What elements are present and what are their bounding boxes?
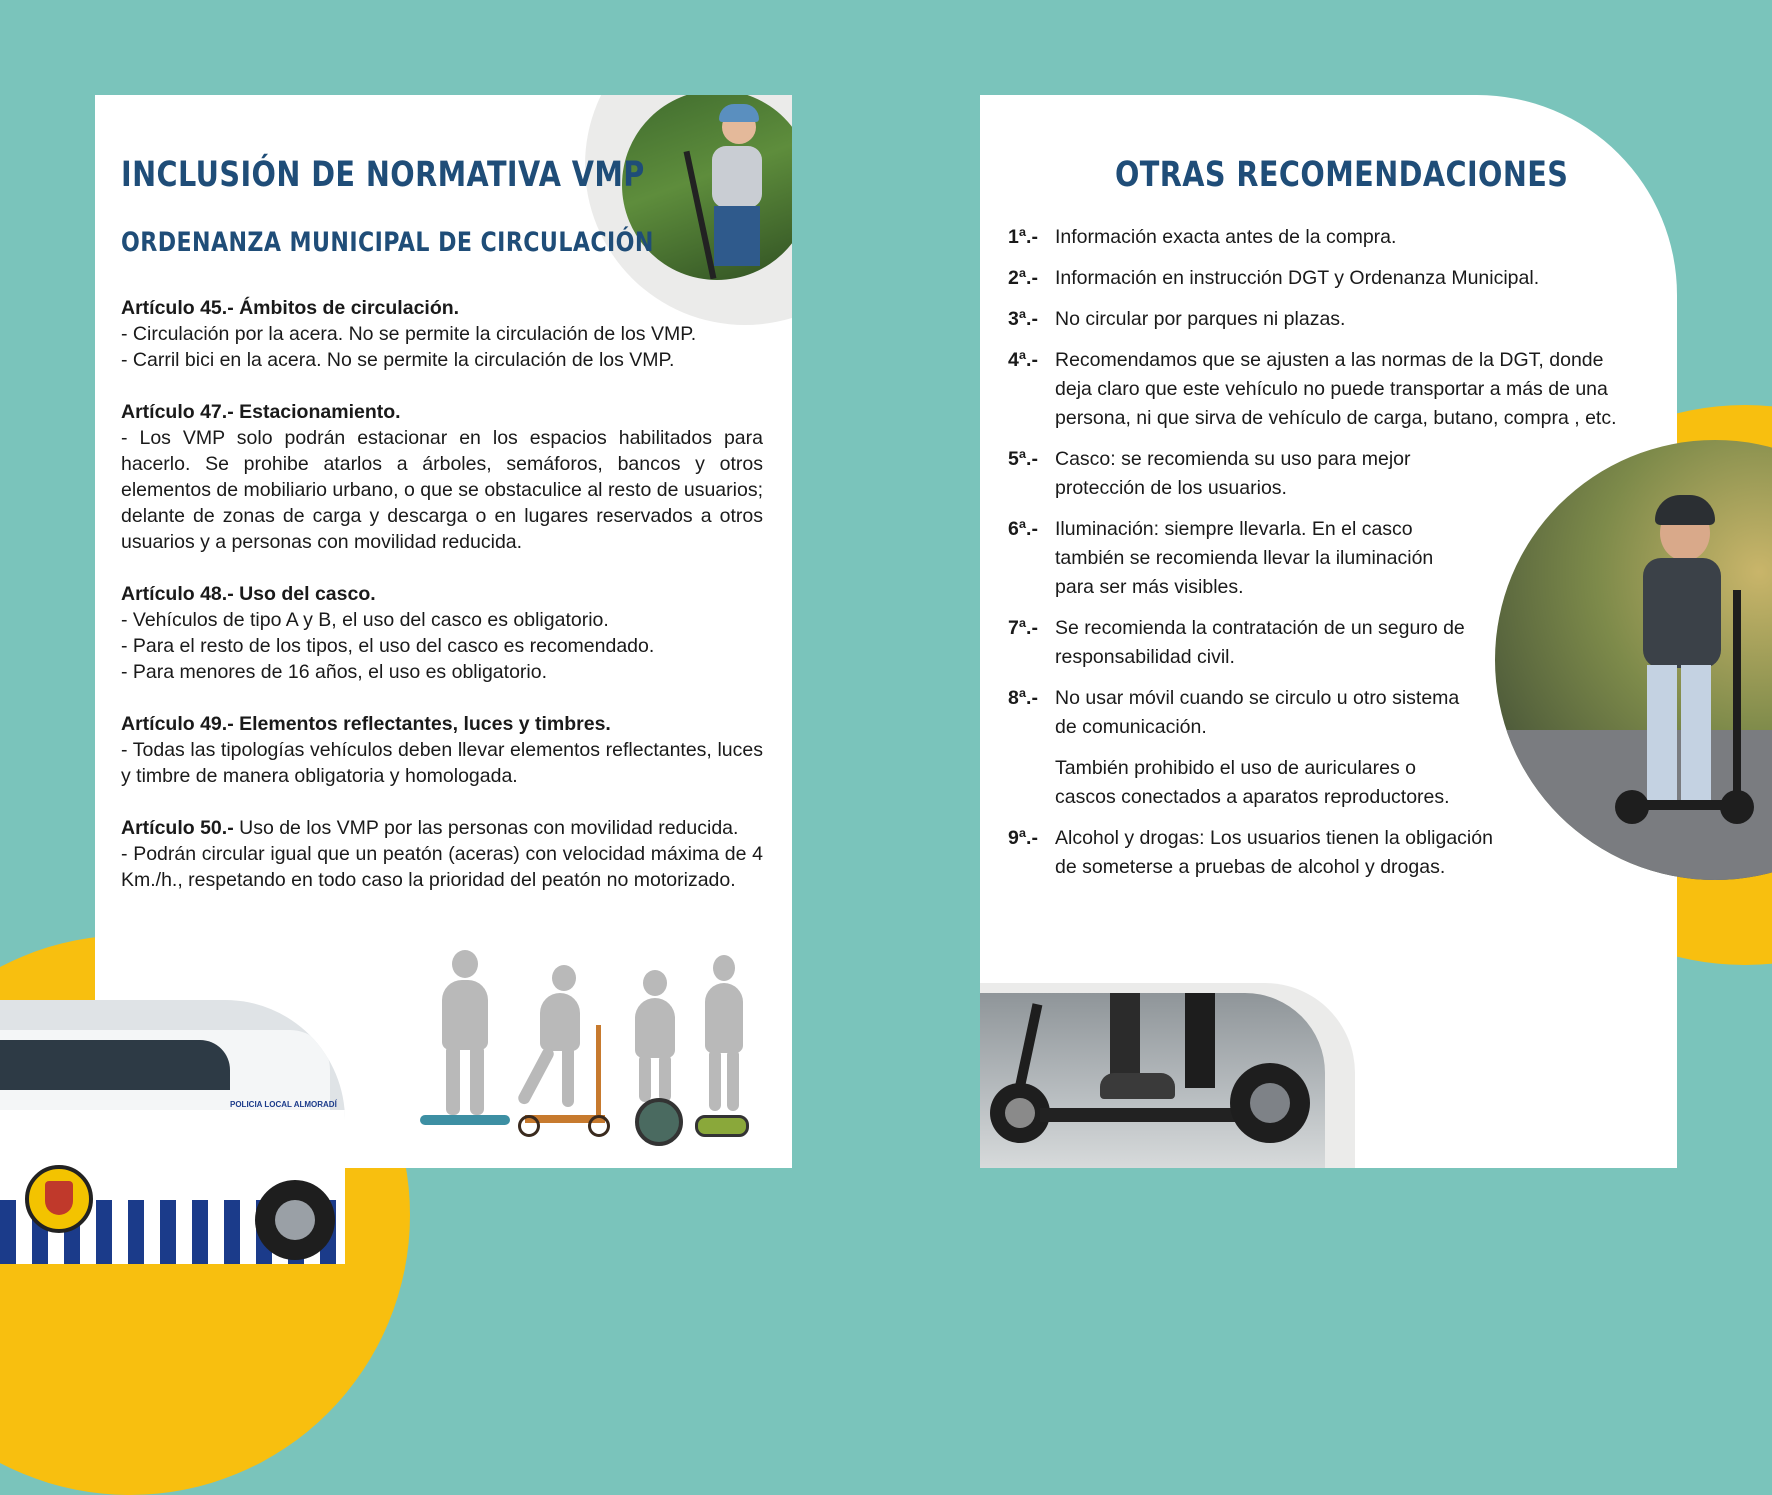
article-heading: Artículo 47.- Estacionamiento. [121,401,401,423]
hoverboard-rider-silhouette [420,950,510,1130]
recommendation-item [1008,264,1648,293]
recommendation-text: Alcohol y drogas: Los usuarios tienen la obligación de someterse a pruebas de alcohol y drogas. [1055,827,1493,878]
article-line: - Circulación por la acera. No se permite la circulación de los VMP. [121,323,697,345]
recommendation-text: Se recomienda la contratación de un seguro de responsabilidad civil. [1055,617,1465,668]
recommendation-number: 6ª.- [1008,518,1038,540]
recommendation-text: Información exacta antes de la compra. [1055,226,1397,248]
article-heading: Artículo 50.- [121,817,234,839]
recommendation-item [1008,614,1475,672]
recommendation-number: 2ª.- [1008,267,1038,289]
recommendation-text: Iluminación: siempre llevarla. En el casco también se recomienda llevar la iluminación para ser más visibles. [1055,518,1434,598]
recommendation-number: 7ª.- [1008,617,1038,639]
recommendation-item [1008,754,1475,812]
page-subtitle: ORDENANZA MUNICIPAL DE CIRCULACIÓN [121,227,654,258]
car-label: POLICIA LOCAL ALMORADÍ [230,1100,337,1109]
page-title: OTRAS RECOMENDACIONES [1115,155,1569,195]
recommendation-number: 3ª.- [1008,308,1038,330]
article-line: - Podrán circular igual que un peatón (aceras) con velocidad máxima de 4 Km./h., respetando en todo caso la prioridad del peatón no motorizado. [121,843,763,891]
recommendation-text: También prohibido el uso de auriculares o cascos conectados a aparatos reproductores. [1055,757,1450,808]
recommendation-item [1008,445,1495,503]
article-45 [121,295,763,373]
recommendation-number: 4ª.- [1008,349,1038,371]
article-heading: Artículo 48.- Uso del casco. [121,583,376,605]
recommendation-text: Información en instrucción DGT y Ordenanza Municipal. [1055,267,1540,289]
recommendation-text: Casco: se recomienda su uso para mejor protección de los usuarios. [1055,448,1411,499]
article-49 [121,711,763,789]
article-heading-rest: Uso de los VMP por las personas con movilidad reducida. [233,817,739,839]
police-car-photo [0,1000,345,1264]
recommendation-item [1008,223,1648,252]
article-line: - Todas las tipologías vehículos deben llevar elementos reflectantes, luces y timbre de manera obligatoria y homologada. [121,739,763,787]
kick-scooter-rider-silhouette [510,965,610,1140]
segway-rider-silhouette [695,955,755,1140]
recommendation-item [1008,824,1515,882]
recommendation-text: Recomendamos que se ajusten a las normas de la DGT, donde deja claro que este vehículo no puede transportar a más de una persona, ni que sirva de vehículo de carga, butano, compra , etc. [1055,349,1617,429]
recommendation-number: 9ª.- [1008,827,1038,849]
police-crest-icon [25,1165,93,1233]
article-47 [121,399,763,555]
scooter-closeup-photo [980,983,1355,1168]
articles-list [121,295,763,919]
recommendation-number: 1ª.- [1008,226,1038,248]
recommendation-item [1008,515,1465,602]
recommendation-text: No usar móvil cuando se circulo u otro sistema de comunicación. [1055,687,1460,738]
recommendation-text: No circular por parques ni plazas. [1055,308,1346,330]
article-line: - Vehículos de tipo A y B, el uso del casco es obligatorio. [121,609,609,631]
recommendation-number: 8ª.- [1008,687,1038,709]
article-48 [121,581,763,685]
article-50 [121,815,763,893]
article-line: - Para el resto de los tipos, el uso del casco es recomendado. [121,635,655,657]
article-heading: Artículo 45.- Ámbitos de circulación. [121,297,460,319]
recommendation-item [1008,346,1640,433]
recommendation-number: 5ª.- [1008,448,1038,470]
monowheel-rider-silhouette [625,970,685,1145]
article-heading: Artículo 49.- Elementos reflectantes, luces y timbres. [121,713,611,735]
article-line: - Carril bici en la acera. No se permite la circulación de los VMP. [121,349,675,371]
article-line: - Para menores de 16 años, el uso es obligatorio. [121,661,548,683]
page-title: INCLUSIÓN DE NORMATIVA VMP [121,155,645,195]
article-line: - Los VMP solo podrán estacionar en los espacios habilitados para hacerlo. Se prohibe atarlos a árboles, semáforos, bancos y otros elementos de mobiliario urbano, o que se obstaculice al resto de usuarios; delante de zonas de carga y descarga o en lugares reservados a otros usuarios y a personas con movilidad reducida. [121,427,763,553]
recommendation-item [1008,684,1475,742]
recommendation-item [1008,305,1648,334]
article-heading-line [121,815,763,841]
